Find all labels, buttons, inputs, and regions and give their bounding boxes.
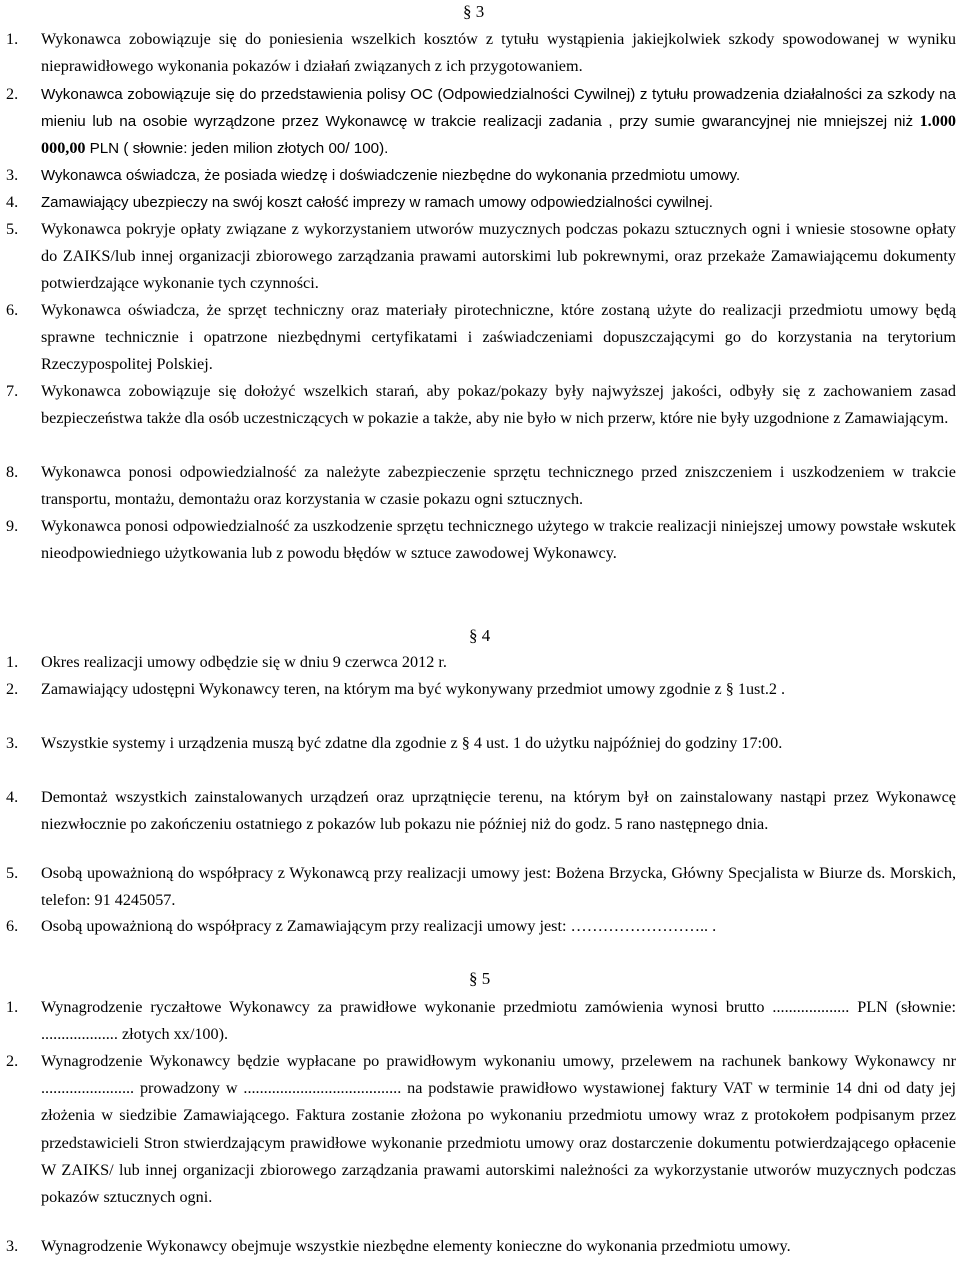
list-item: 3. Wykonawca oświadcza, że posiada wiedzę i doświadczenie niezbędne do wykonania przedmiotu umowy. xyxy=(6,162,956,189)
list-item: 2. Wykonawca zobowiązuje się do przedstawienia polisy OC (Odpowiedzialności Cywilnej) z tytułu prowadzenia działalności za szkody na mieniu lub na osobie wyrządzone przez Wykonawcę w trakcie realizacji zadania , przy sumie gwarancyjnej nie mniejszej niż 1.000 000,00 PLN ( słownie: jeden milion złotych 00/ 100). xyxy=(6,81,956,163)
list-item: 4. Zamawiający ubezpieczy na swój koszt całość imprezy w ramach umowy odpowiedzialności cywilnej. xyxy=(6,189,956,216)
item-text: Wszystkie systemy i urządzenia muszą być zdatne dla zgodnie z § 4 ust. 1 do użytku najpóźniej do godziny 17:00. xyxy=(41,734,783,752)
item-text: Wynagrodzenie Wykonawcy będzie wypłacane po prawidłowym wykonaniu umowy, przelewem na rachunek bankowy Wykonawcy nr ....................... prowadzony w ....................................... na podstawie prawidłowo wystawionej faktury VAT w terminie 14 dni od daty jej złożenia w siedzibie Zamawiającego. Faktura zostanie złożona po wykonaniu przedmiotu umowy wraz z protokołem podpisanym przez przedstawicieli Stron stwierdzającym prawidłowe wykonanie przedmiotu umowy oraz dostarczenie dokumentu potwierdzającego opłacenie W ZAIKS/ lub innej organizacji zbiorowego zarządzania prawami autorskimi należności za wykorzystanie utworów muzycznych podczas pokazów sztucznych ogni. xyxy=(41,1052,956,1207)
list-item: 6. Wykonawca oświadcza, że sprzęt techniczny oraz materiały pirotechniczne, które zostaną użyte do realizacji przedmiotu umowy będą sprawne technicznie i opatrzone niezbędnymi certyfikatami i zaświadczeniami dopuszczającymi go do korzystania na terytorium Rzeczypospolitej Polskiej. xyxy=(6,297,956,379)
list-item: 5. Wykonawca pokryje opłaty związane z wykorzystaniem utworów muzycznych podczas pokazu sztucznych ogni i wniesie stosowne opłaty do ZAIKS/lub innej organizacji zbiorowego zarządzania prawami autorskimi lub pokrewnymi, oraz przekaże Zamawiającemu dokumenty potwierdzające wykonanie tych czynności. xyxy=(6,216,956,298)
list-item: 8. Wykonawca ponosi odpowiedzialność za należyte zabezpieczenie sprzętu technicznego przed zniszczeniem i uszkodzeniem w trakcie transportu, montażu, demontażu oraz korzystania w czasie pokazu ogni sztucznych. xyxy=(6,459,956,513)
item-text: Wykonawca oświadcza, że posiada wiedzę i doświadczenie niezbędne do wykonania przedmiotu umowy. xyxy=(41,167,741,184)
item-text: Okres realizacji umowy odbędzie się w dniu 9 czerwca 2012 r. xyxy=(41,653,447,671)
list-item: 5. Osobą upoważnioną do współpracy z Wykonawcą przy realizacji umowy jest: Bożena Brzycka, Główny Specjalista w Biurze ds. Morskich, telefon: 91 4245057. xyxy=(6,860,956,914)
item-text: Wykonawca zobowiązuje się dołożyć wszelkich starań, aby pokaz/pokazy były najwyższej jakości, odbyły się z zachowaniem zasad bezpieczeństwa także dla osób uczestniczących w pokazie a także, aby nie było w nich przerw, które nie były uzgodnione z Zamawiającym. xyxy=(41,382,956,428)
item-text: Wykonawca zobowiązuje się do poniesienia wszelkich kosztów z tytułu wystąpienia jakiejkolwiek szkody spowodowanej w wyniku nieprawidłowego wykonania pokazów i działań związanych z ich przygotowaniem. xyxy=(41,30,956,76)
item-text: Wynagrodzenie Wykonawcy obejmuje wszystkie niezbędne elementy konieczne do wykonania przedmiotu umowy. xyxy=(41,1237,791,1255)
item-text: Wykonawca oświadcza, że sprzęt techniczny oraz materiały pirotechniczne, które zostaną użyte do realizacji przedmiotu umowy będą sprawne technicznie i opatrzone niezbędnymi certyfikatami i zaświadczeniami dopuszczającymi go do korzystania na terytorium Rzeczypospolitej Polskiej. xyxy=(41,301,956,374)
document-page: § 3 1. Wykonawca zobowiązuje się do poniesienia wszelkich kosztów z tytułu wystąpienia jakiejkolwiek szkody spowodowanej w wyniku nieprawidłowego wykonania pokazów i działań związanych z ich przygotowaniem. 2. Wykonawca zobowiązuje się do przedstawienia polisy OC (Odpowiedzialności Cywilnej) z tytułu prowadzenia działalności za szkody na mieniu lub na osobie wyrządzone przez Wykonawcę w trakcie realizacji zadania , przy sumie gwarancyjnej nie mniejszej niż 1.000 000,00 PLN ( słownie: jeden milion złotych 00/ 100). 3. Wykonawca oświadcza, że posiada wiedzę i doświadczenie niezbędne do wykonania przedmiotu umowy. 4. Zamawiający ubezpieczy na swój koszt całość imprezy w ramach umowy odpowiedzialności cywilnej. 5. Wykonawca pokryje opłaty związane z wykorzystaniem utworów muzycznych podczas pokazu sztucznych ogni i wniesie stosowne opłaty do ZAIKS/lub innej organizacji zbiorowego zarządzania prawami autorskimi lub pokrewnymi, oraz przekaże Zamawiającemu dokumenty potwierdzające wykonanie tych czynności. 6. Wykonawca oświadcza, że sprzęt techniczny oraz materiały pirotechniczne, które zostaną użyte do realizacji przedmiotu umowy będą sprawne technicznie i opatrzone niezbędnymi certyfikatami i zaświadczeniami dopuszczającymi go do korzystania na terytorium Rzeczypospolitej Polskiej. 7. Wykonawca zobowiązuje się dołożyć wszelkich starań, aby pokaz/pokazy były najwyższej jakości, odbyły się z zachowaniem zasad bezpieczeństwa także dla osób uczestniczących w pokazie a także, aby nie było w nich przerw, które nie były uzgodnione z Zamawiającym. 8. Wykonawca ponosi odpowiedzialność za należyte zabezpieczenie sprzętu technicznego przed zniszczeniem i uszkodzeniem w trakcie transportu, montażu, demontażu oraz korzystania w czasie pokazu ogni sztucznych. 9. Wykonawca ponosi odpowiedzialność za uszkodzenie sprzętu technicznego użytego w trakcie realizacji niniejszej umowy powstałe wskutek nieodpowiedniego użytkowania lub z powodu błędów w sztuce zawodowej Wykonawcy. § 4 1. Okres realizacji umowy odbędzie się w dniu 9 czerwca 2012 r. 2. Zamawiający udostępni Wykonawcy teren, na którym ma być wykonywany przedmiot umowy zgodnie z § 1ust.2 . 3. Wszystkie systemy i urządzenia muszą być zdatne dla zgodnie z § 4 ust. 1 do użytku najpóźniej do godziny 17:00. 4. Demontaż wszystkich zainstalowanych urządzeń oraz uprzątnięcie terenu, na którym był on zainstalowany nastąpi przez Wykonawcę niezwłocznie po zakończeniu ostatniego z pokazów lub pokazu nie później niż do godz. 5 rano następnego dnia. 5. Osobą upoważnioną do współpracy z Wykonawcą przy realizacji umowy jest: Bożena Brzycka, Główny Specjalista w Biurze ds. Morskich, telefon: 91 4245057. 6. Osobą upoważnioną do współpracy z Zamawiającym przy realizacji umowy jest: …………………….. . § 5 1. Wynagrodzenie ryczałtowe Wykonawcy za prawidłowe wykonanie przedmiotu zamówienia wynosi brutto ................... PLN (słownie: ................... złotych xx/100). 2. Wynagrodzenie Wykonawcy będzie wypłacane po prawidłowym wykonaniu umowy, przelewem na rachunek bankowy Wykonawcy nr ....................... prowadzony w ....................................... na podstawie prawidłowo wystawionej faktury VAT w terminie 14 dni od daty jej złożenia w siedzibie Zamawiającego. Faktura zostanie złożona po wykonaniu przedmiotu umowy wraz z protokołem podpisanym przez przedstawicieli Stron stwierdzającym prawidłowe wykonanie przedmiotu umowy oraz dostarczenie dokumentu potwierdzającego opłacenie W ZAIKS/ lub innej organizacji zbiorowego zarządzania prawami autorskimi należności za wykorzystanie utworów muzycznych podczas pokazów sztucznych ogni. 3. Wynagrodzenie Wykonawcy obejmuje wszystkie niezbędne elementy konieczne do wykonania przedmiotu umowy. xyxy=(0,0,960,1286)
item-text: Wykonawca zobowiązuje się do przedstawienia polisy OC (Odpowiedzialności Cywilnej) z tytułu prowadzenia działalności za szkody na mieniu lub na osobie wyrządzone przez Wykonawcę w trakcie realizacji zadania , przy sumie gwarancyjnej nie mniejszej niż 1.000 000,00 PLN ( słownie: jeden milion złotych 00/ 100). xyxy=(41,86,956,158)
list-item: 1. Okres realizacji umowy odbędzie się w dniu 9 czerwca 2012 r. xyxy=(6,649,956,676)
list-item: 1. Wynagrodzenie ryczałtowe Wykonawcy za prawidłowe wykonanie przedmiotu zamówienia wynosi brutto ................... PLN (słownie: ................... złotych xx/100). xyxy=(6,994,956,1048)
item-text: Zamawiający udostępni Wykonawcy teren, na którym ma być wykonywany przedmiot umowy zgodnie z § 1ust.2 . xyxy=(41,680,786,698)
item-text: Wynagrodzenie ryczałtowe Wykonawcy za prawidłowe wykonanie przedmiotu zamówienia wynosi brutto ................... PLN (słownie: ................... złotych xx/100). xyxy=(41,998,956,1044)
item-text: Wykonawca ponosi odpowiedzialność za uszkodzenie sprzętu technicznego użytego w trakcie realizacji niniejszej umowy powstałe wskutek nieodpowiedniego użytkowania lub z powodu błędów w sztuce zawodowej Wykonawcy. xyxy=(41,517,956,563)
item-text: Demontaż wszystkich zainstalowanych urządzeń oraz uprzątnięcie terenu, na którym był on zainstalowany nastąpi przez Wykonawcę niezwłocznie po zakończeniu ostatniego z pokazów lub pokazu nie później niż do godz. 5 rano następnego dnia. xyxy=(41,788,956,834)
item-text: Zamawiający ubezpieczy na swój koszt całość imprezy w ramach umowy odpowiedzialności cywilnej. xyxy=(41,194,713,211)
list-item: 4. Demontaż wszystkich zainstalowanych urządzeń oraz uprzątnięcie terenu, na którym był on zainstalowany nastąpi przez Wykonawcę niezwłocznie po zakończeniu ostatniego z pokazów lub pokazu nie później niż do godz. 5 rano następnego dnia. xyxy=(6,784,956,838)
list-item: 1. Wykonawca zobowiązuje się do poniesienia wszelkich kosztów z tytułu wystąpienia jakiejkolwiek szkody spowodowanej w wyniku nieprawidłowego wykonania pokazów i działań związanych z ich przygotowaniem. xyxy=(6,26,956,80)
item-text: Wykonawca pokryje opłaty związane z wykorzystaniem utworów muzycznych podczas pokazu sztucznych ogni i wniesie stosowne opłaty do ZAIKS/lub innej organizacji zbiorowego zarządzania prawami autorskimi lub pokrewnymi, oraz przekaże Zamawiającemu dokumenty potwierdzające wykonanie tych czynności. xyxy=(41,220,956,293)
list-item: 7. Wykonawca zobowiązuje się dołożyć wszelkich starań, aby pokaz/pokazy były najwyższej jakości, odbyły się z zachowaniem zasad bezpieczeństwa także dla osób uczestniczących w pokazie a także, aby nie było w nich przerw, które nie były uzgodnione z Zamawiającym. xyxy=(6,378,956,432)
amount-value: 1.000 000,00 xyxy=(41,112,956,158)
item-text: Wykonawca ponosi odpowiedzialność za należyte zabezpieczenie sprzętu technicznego przed zniszczeniem i uszkodzeniem w trakcie transportu, montażu, demontażu oraz korzystania w czasie pokazu ogni sztucznych. xyxy=(41,463,956,509)
list-item: 9. Wykonawca ponosi odpowiedzialność za uszkodzenie sprzętu technicznego użytego w trakcie realizacji niniejszej umowy powstałe wskutek nieodpowiedniego użytkowania lub z powodu błędów w sztuce zawodowej Wykonawcy. xyxy=(6,513,956,567)
item-text: Osobą upoważnioną do współpracy z Zamawiającym przy realizacji umowy jest: …………………….. . xyxy=(41,917,717,935)
list-item: 6. Osobą upoważnioną do współpracy z Zamawiającym przy realizacji umowy jest: …………………….. . xyxy=(6,913,956,940)
list-item: 3. Wynagrodzenie Wykonawcy obejmuje wszystkie niezbędne elementy konieczne do wykonania przedmiotu umowy. xyxy=(6,1233,956,1260)
list-item: 3. Wszystkie systemy i urządzenia muszą być zdatne dla zgodnie z § 4 ust. 1 do użytku najpóźniej do godziny 17:00. xyxy=(6,730,956,757)
list-item: 2. Zamawiający udostępni Wykonawcy teren, na którym ma być wykonywany przedmiot umowy zgodnie z § 1ust.2 . xyxy=(6,676,956,703)
item-text: Osobą upoważnioną do współpracy z Wykonawcą przy realizacji umowy jest: Bożena Brzycka, Główny Specjalista w Biurze ds. Morskich, telefon: 91 4245057. xyxy=(41,864,956,910)
list-item: 2. Wynagrodzenie Wykonawcy będzie wypłacane po prawidłowym wykonaniu umowy, przelewem na rachunek bankowy Wykonawcy nr ....................... prowadzony w ....................................... na podstawie prawidłowo wystawionej faktury VAT w terminie 14 dni od daty jej złożenia w siedzibie Zamawiającego. Faktura zostanie złożona po wykonaniu przedmiotu umowy wraz z protokołem podpisanym przez przedstawicieli Stron stwierdzającym prawidłowe wykonanie przedmiotu umowy oraz dostarczenie dokumentu potwierdzającego opłacenie W ZAIKS/ lub innej organizacji zbiorowego zarządzania prawami autorskimi należności za wykorzystanie utworów muzycznych podczas pokazów sztucznych ogni. xyxy=(6,1048,956,1211)
